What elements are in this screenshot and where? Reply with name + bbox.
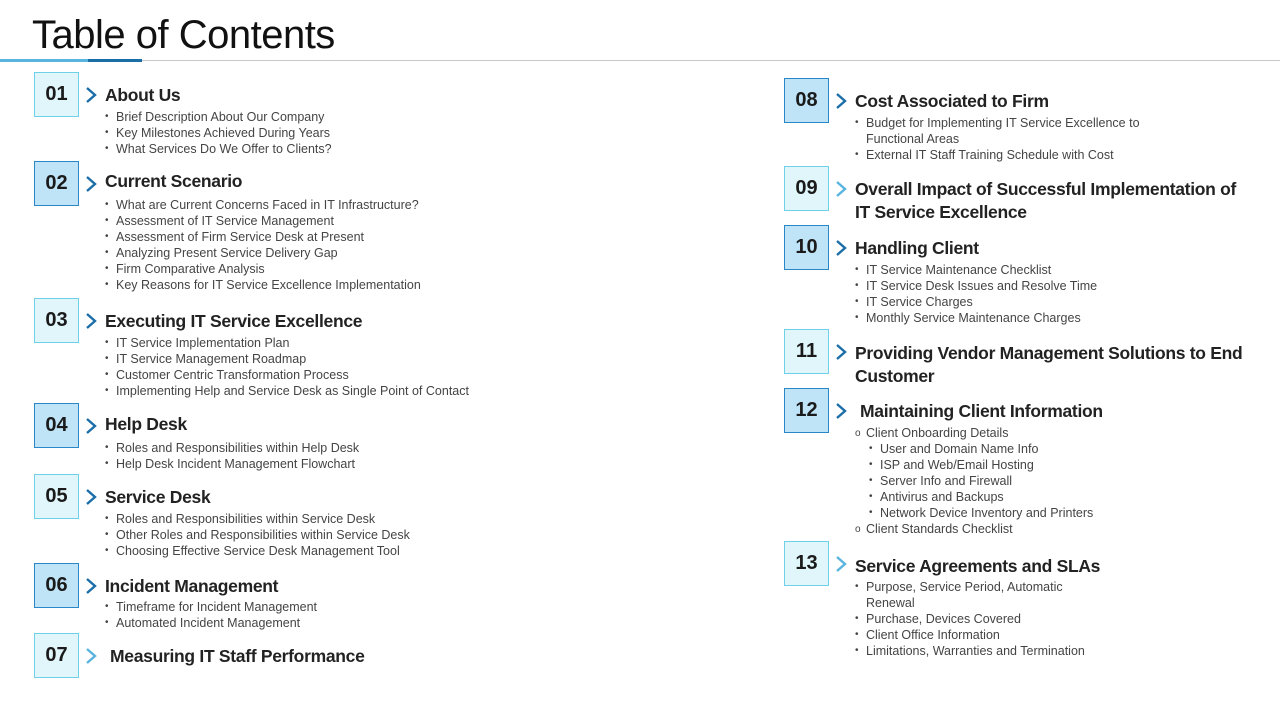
subtopic-list: [105, 599, 317, 631]
subtopic-item: • Implementing Help and Service Desk as Single Point of Contact: [105, 383, 469, 399]
subtopic-item: • IT Service Desk Issues and Resolve Time: [855, 278, 1097, 294]
subtopic-list: [855, 262, 1097, 326]
section-number-box: 12: [784, 388, 829, 433]
subtopic-list: [105, 335, 469, 399]
title-divider: [0, 60, 1280, 61]
section-number-box: 07: [34, 633, 79, 678]
page-title: Table of Contents: [32, 13, 335, 57]
subtopic-item: o Client Onboarding Details: [855, 425, 1093, 441]
subtopic-item: • What Services Do We Offer to Clients?: [105, 141, 332, 157]
subtopic-subitem: • Server Info and Firewall: [869, 473, 1093, 489]
subtopic-item: • Purpose, Service Period, Automatic Renewal: [855, 579, 1081, 611]
section-number-box: 06: [34, 563, 79, 608]
subtopic-item: • Other Roles and Responsibilities within Service Desk: [105, 527, 410, 543]
subtopic-item: • IT Service Implementation Plan: [105, 335, 469, 351]
section-heading: Measuring IT Staff Performance: [110, 646, 365, 666]
section-number-box: 05: [34, 474, 79, 519]
chevron-right-icon: [84, 312, 98, 330]
section-heading: Handling Client: [855, 238, 979, 258]
subtopic-list: [105, 511, 410, 559]
subtopic-item: • Roles and Responsibilities within Service Desk: [105, 511, 410, 527]
chevron-right-icon: [84, 647, 98, 665]
subtopic-subitem: • Antivirus and Backups: [869, 489, 1093, 505]
section-heading: About Us: [105, 85, 181, 105]
subtopic-subitem: • ISP and Web/Email Hosting: [869, 457, 1093, 473]
section-number-box: 04: [34, 403, 79, 448]
subtopic-list: [105, 440, 359, 472]
section-heading: Executing IT Service Excellence: [105, 311, 363, 331]
subtopic-item: • Automated Incident Management: [105, 615, 317, 631]
section-heading: Incident Management: [105, 576, 279, 596]
subtopic-item: • Budget for Implementing IT Service Excellence to Functional Areas: [855, 115, 1166, 147]
section-heading: Cost Associated to Firm: [855, 91, 1049, 111]
subtopic-item: • Analyzing Present Service Delivery Gap: [105, 245, 421, 261]
subtopic-subitem: • Network Device Inventory and Printers: [869, 505, 1093, 521]
section-heading: Help Desk: [105, 414, 187, 434]
subtopic-item: • Choosing Effective Service Desk Management Tool: [105, 543, 410, 559]
subtopic-item: • Help Desk Incident Management Flowchart: [105, 456, 359, 472]
subtopic-item: • IT Service Management Roadmap: [105, 351, 469, 367]
subtopic-item: • What are Current Concerns Faced in IT Infrastructure?: [105, 197, 421, 213]
subtopic-list: [855, 425, 1093, 537]
subtopic-item: • IT Service Maintenance Checklist: [855, 262, 1097, 278]
subtopic-item: • IT Service Charges: [855, 294, 1097, 310]
subtopic-list: [855, 115, 1166, 163]
subtopic-list: [105, 197, 421, 293]
subtopic-item: • Assessment of IT Service Management: [105, 213, 421, 229]
section-number-box: 01: [34, 72, 79, 117]
chevron-right-icon: [834, 343, 848, 361]
subtopic-item: • Monthly Service Maintenance Charges: [855, 310, 1097, 326]
chevron-right-icon: [834, 180, 848, 198]
subtopic-item: • Client Office Information: [855, 627, 1085, 643]
section-number-box: 10: [784, 225, 829, 270]
subtopic-item: • External IT Staff Training Schedule with Cost: [855, 147, 1166, 163]
subtopic-item: • Brief Description About Our Company: [105, 109, 332, 125]
subtopic-item: • Assessment of Firm Service Desk at Present: [105, 229, 421, 245]
subtopic-list: [855, 579, 1085, 659]
chevron-right-icon: [84, 488, 98, 506]
subtopic-subitem: • User and Domain Name Info: [869, 441, 1093, 457]
subtopic-item: • Timeframe for Incident Management: [105, 599, 317, 615]
subtopic-item: • Purchase, Devices Covered: [855, 611, 1085, 627]
section-heading: Overall Impact of Successful Implementation of IT Service Excellence: [855, 179, 1237, 222]
section-heading: Service Desk: [105, 487, 211, 507]
subtopic-item: • Firm Comparative Analysis: [105, 261, 421, 277]
chevron-right-icon: [84, 175, 98, 193]
subtopic-item: o Client Standards Checklist: [855, 521, 1093, 537]
section-heading: Service Agreements and SLAs: [855, 556, 1101, 576]
chevron-right-icon: [84, 417, 98, 435]
subtopic-item: • Customer Centric Transformation Process: [105, 367, 469, 383]
section-number-box: 11: [784, 329, 829, 374]
subtopic-item: • Roles and Responsibilities within Help Desk: [105, 440, 359, 456]
section-heading: Maintaining Client Information: [860, 401, 1103, 421]
subtopic-item: • Key Milestones Achieved During Years: [105, 125, 332, 141]
chevron-right-icon: [834, 402, 848, 420]
chevron-right-icon: [84, 86, 98, 104]
section-number-box: 02: [34, 161, 79, 206]
subtopic-item: • Limitations, Warranties and Termination: [855, 643, 1085, 659]
section-number-box: 03: [34, 298, 79, 343]
section-number-box: 13: [784, 541, 829, 586]
section-heading: Providing Vendor Management Solutions to End Customer: [855, 343, 1243, 386]
section-number-box: 09: [784, 166, 829, 211]
subtopic-list: [105, 109, 332, 157]
title-accent-light: [0, 59, 88, 62]
subtopic-item: • Key Reasons for IT Service Excellence Implementation: [105, 277, 421, 293]
chevron-right-icon: [834, 555, 848, 573]
section-heading: Current Scenario: [105, 171, 243, 191]
section-number-box: 08: [784, 78, 829, 123]
chevron-right-icon: [834, 92, 848, 110]
chevron-right-icon: [84, 577, 98, 595]
title-accent-dark: [88, 59, 142, 62]
chevron-right-icon: [834, 239, 848, 257]
